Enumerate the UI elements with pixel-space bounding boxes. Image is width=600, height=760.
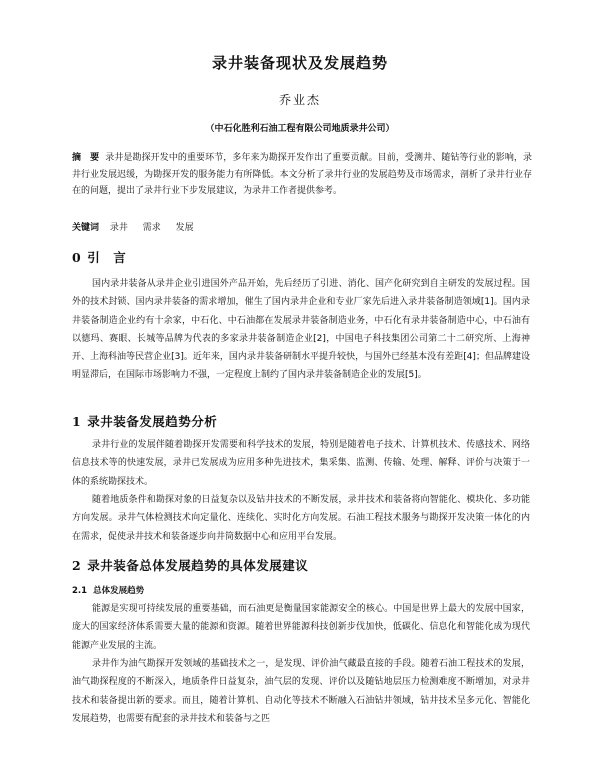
- paragraph: 录井行业的发展伴随着勘探开发需要和科学技术的发展，特别是随着电子技术、计算机技术、传感技术、网络信息技术等的快速发展，录井已发展成为应用多种先进技术，集采集、监测、传输、处理、解释、评价与决策于一体的系统勘探技术。: [72, 440, 530, 487]
- paragraph: 国内录井装备从录井企业引进国外产品开始，先后经历了引进、消化、国产化研究到自主研发的发展过程。国外的技术封锁、国内录井装备的需求增加，催生了国内录井企业和专业厂家先后进入录井装备制造领域[1]。国内录井装备制造企业约有十余家，中石化、中石油都在发展录井装备制造业务，中石化有录井装备制造中心，中石油有以德玛、赛眼、长城等品牌为代表的多家录井装备制造企业[2]，中国电子科技集团公司第二十二研究所、上海神开、上海科油等民营企业[3]。近年来，国内录井装备研制水平提升较快，与国外已经基本没有差距[4]；但品牌建设明显滞后，在国际市场影响力不强，一定程度上制约了国内录井装备制造企业的发展[5]。: [72, 279, 530, 381]
- paragraph: 随着地质条件和勘探对象的日益复杂以及钻井技术的不断发展，录井技术和装备将向智能化、模块化、多功能方向发展。录井气体检测技术向定量化、连续化、实时化方向发展。石油工程技术服务与勘探开发决策一体化的内在需求，促使录井技术和装备逐步向井筒数据中心和应用平台发展。: [72, 495, 530, 542]
- abstract: [72, 150, 532, 200]
- keyword: 需求: [142, 223, 161, 233]
- section-title: 引 言: [87, 250, 127, 265]
- section-heading-intro: [72, 248, 126, 266]
- section-title: 录井装备发展趋势分析: [87, 414, 218, 429]
- keywords: [72, 220, 206, 236]
- subsection-title: 总体发展趋势: [93, 586, 145, 596]
- subsection-number: 2.1: [72, 586, 88, 596]
- abstract-text: 录井是勘探开发中的重要环节，多年来为勘探开发作出了重要贡献。目前，受测井、随钻等行业的影响，录井行业发展迟缓，为勘探开发的服务能力有所降低。本文分析了录井行业的发展趋势及市场需求，剖析了录井行业存在的问题，提出了录井行业下步发展建议，为录井工作者提供参考。: [72, 153, 532, 196]
- keyword: 发展: [175, 223, 194, 233]
- paragraph: 能源是实现可持续发展的重要基础，而石油更是衡量国家能源安全的核心。中国是世界上最大的发展中国家，庞大的国家经济体系需要大量的能源和资源。随着世界能源科技创新步伐加快，低碳化、信息化和智能化成为现代能源产业发展的主流。: [72, 604, 530, 651]
- author-name: 乔业杰: [278, 93, 321, 107]
- section-title: 录井装备总体发展趋势的具体发展建议: [87, 558, 309, 573]
- abstract-label: 摘 要: [72, 153, 100, 163]
- keyword: 录井: [109, 223, 128, 233]
- paper-title: 录井装备现状及发展趋势: [211, 54, 388, 72]
- section-number: 1: [72, 414, 82, 429]
- section-number: 2: [72, 558, 82, 573]
- paragraph: 录井作为油气勘探开发领域的基础技术之一，是发现、评价油气藏最直接的手段。随着石油工程技术的发展，油气勘探程度的不断深入，地质条件日益复杂，油气层的发现、评价以及随钻地层压力检测难度不断增加，对录井技术和装备提出新的要求。而且，随着计算机、自动化等技术不断融入石油钻井领域，钻井技术呈多元化、智能化发展趋势，也需要有配套的录井技术和装备与之匹: [72, 659, 530, 724]
- section-heading-2: [72, 556, 308, 574]
- keywords-label: 关键词: [72, 223, 100, 233]
- section-heading-1: [72, 412, 217, 430]
- affiliation: （中石化胜利石油工程有限公司地质录井公司）: [205, 124, 395, 134]
- subsection-heading-2-1: [72, 584, 144, 596]
- section-number: 0: [72, 250, 82, 265]
